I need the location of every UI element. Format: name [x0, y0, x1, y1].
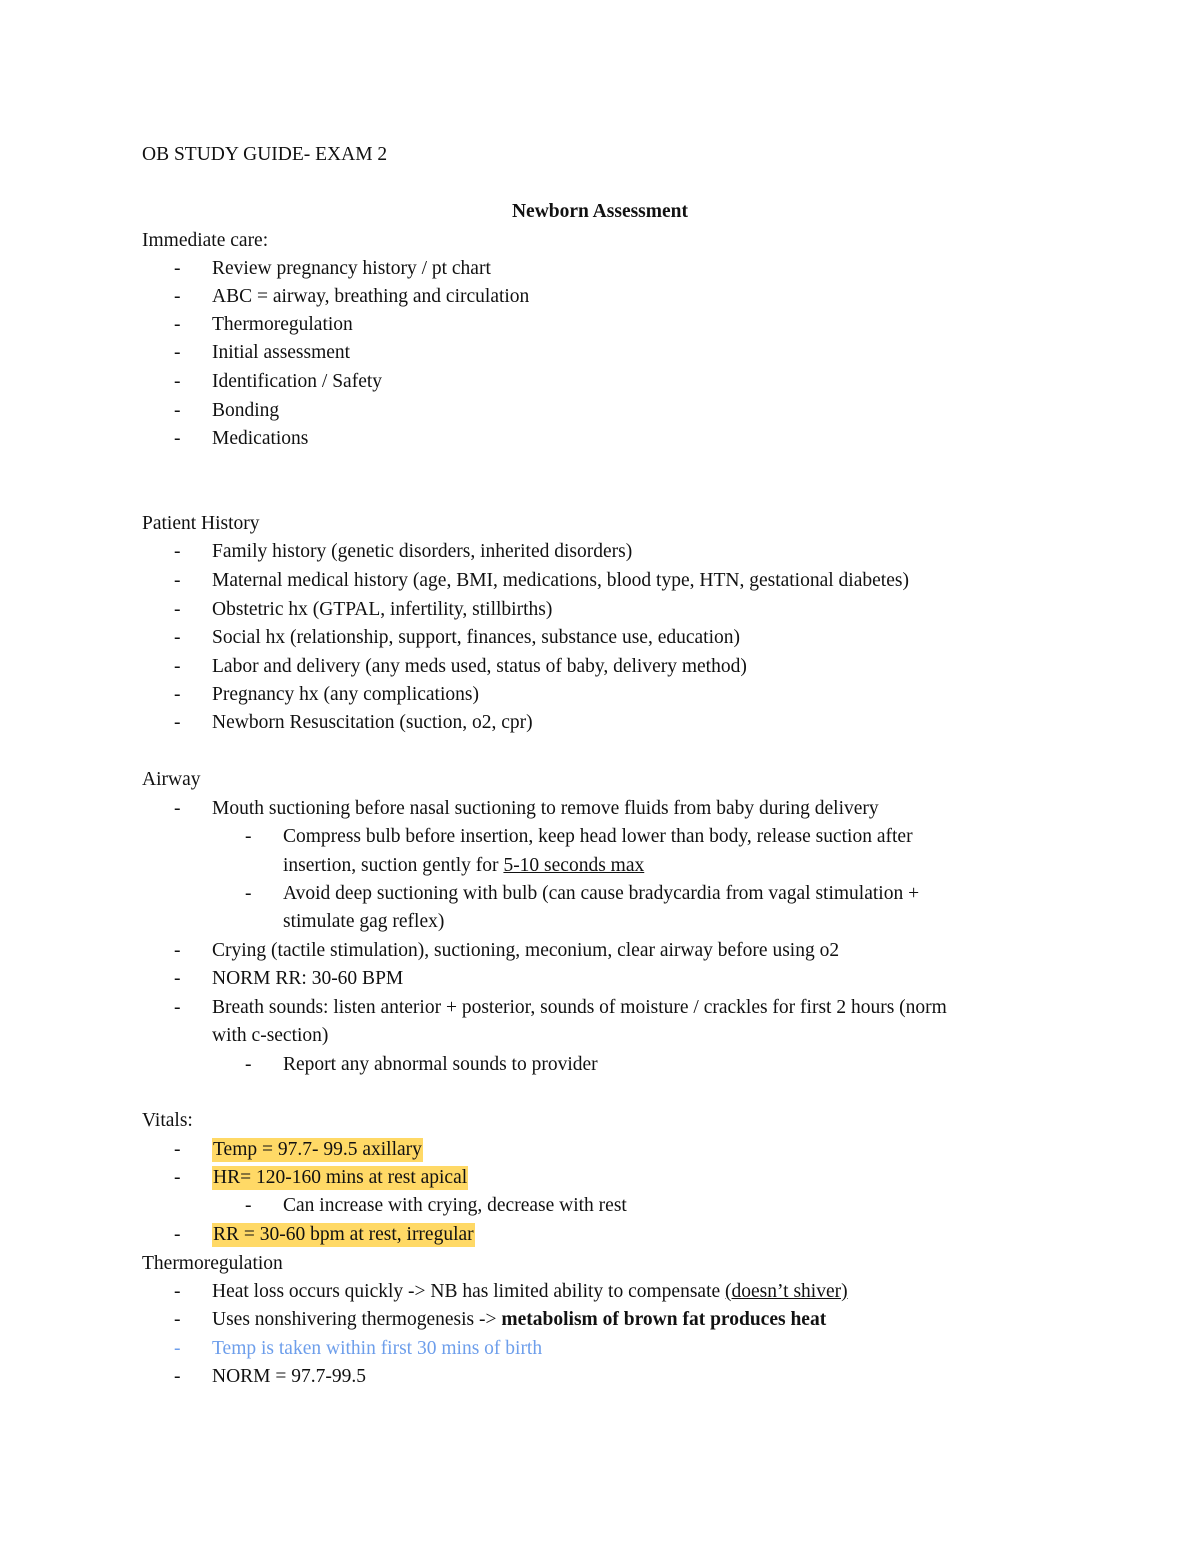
bullet-dash: -	[174, 599, 181, 620]
bullet-dash: -	[174, 342, 181, 363]
airway-heading: Airway	[142, 769, 201, 790]
sub-list-item-continuation: insertion, suction gently for 5-10 seconds max	[283, 855, 645, 876]
bullet-dash: -	[174, 314, 181, 335]
bullet-dash: -	[174, 1338, 181, 1359]
bullet-dash: -	[245, 1195, 252, 1216]
bullet-dash: -	[174, 712, 181, 733]
bullet-dash: -	[174, 1281, 181, 1302]
bullet-dash: -	[174, 400, 181, 421]
bullet-dash: -	[174, 428, 181, 449]
bold-text: metabolism of brown fat produces heat	[501, 1309, 827, 1330]
vitals-heading: Vitals:	[142, 1110, 193, 1131]
bullet-dash: -	[174, 371, 181, 392]
bullet-dash: -	[174, 570, 181, 591]
underlined-text: (doesn’t shiver)	[725, 1281, 848, 1302]
section-title: Newborn Assessment	[511, 201, 689, 222]
list-item-continuation: with c-section)	[212, 1025, 329, 1046]
bullet-dash: -	[174, 656, 181, 677]
document-title: OB STUDY GUIDE- EXAM 2	[142, 144, 388, 165]
bullet-dash: -	[174, 258, 181, 279]
highlighted-text: HR= 120-160 mins at rest apical	[213, 1167, 468, 1188]
bullet-dash: -	[174, 286, 181, 307]
bullet-dash: -	[174, 940, 181, 961]
patient-history-heading: Patient History	[142, 513, 260, 534]
bullet-dash: -	[174, 1139, 181, 1160]
highlighted-text: Temp = 97.7- 99.5 axillary	[213, 1139, 422, 1160]
bullet-dash: -	[174, 1366, 181, 1387]
highlighted-text: RR = 30-60 bpm at rest, irregular	[213, 1224, 474, 1245]
bullet-dash: -	[245, 1054, 252, 1075]
bullet-dash: -	[245, 826, 252, 847]
sub-list-item-continuation: stimulate gag reflex)	[283, 911, 445, 932]
bullet-dash: -	[174, 1309, 181, 1330]
bullet-dash: -	[174, 1167, 181, 1188]
bullet-dash: -	[174, 541, 181, 562]
underlined-text: 5-10 seconds max	[503, 855, 645, 876]
bullet-dash: -	[174, 968, 181, 989]
bullet-dash: -	[174, 627, 181, 648]
bullet-dash: -	[245, 883, 252, 904]
blue-text: Temp is taken within first 30 mins of birth	[212, 1338, 543, 1359]
bullet-dash: -	[174, 798, 181, 819]
bullet-dash: -	[174, 997, 181, 1018]
thermoregulation-heading: Thermoregulation	[142, 1253, 283, 1274]
immediate-care-heading: Immediate care:	[142, 230, 269, 251]
bullet-dash: -	[174, 684, 181, 705]
bullet-dash: -	[174, 1224, 181, 1245]
